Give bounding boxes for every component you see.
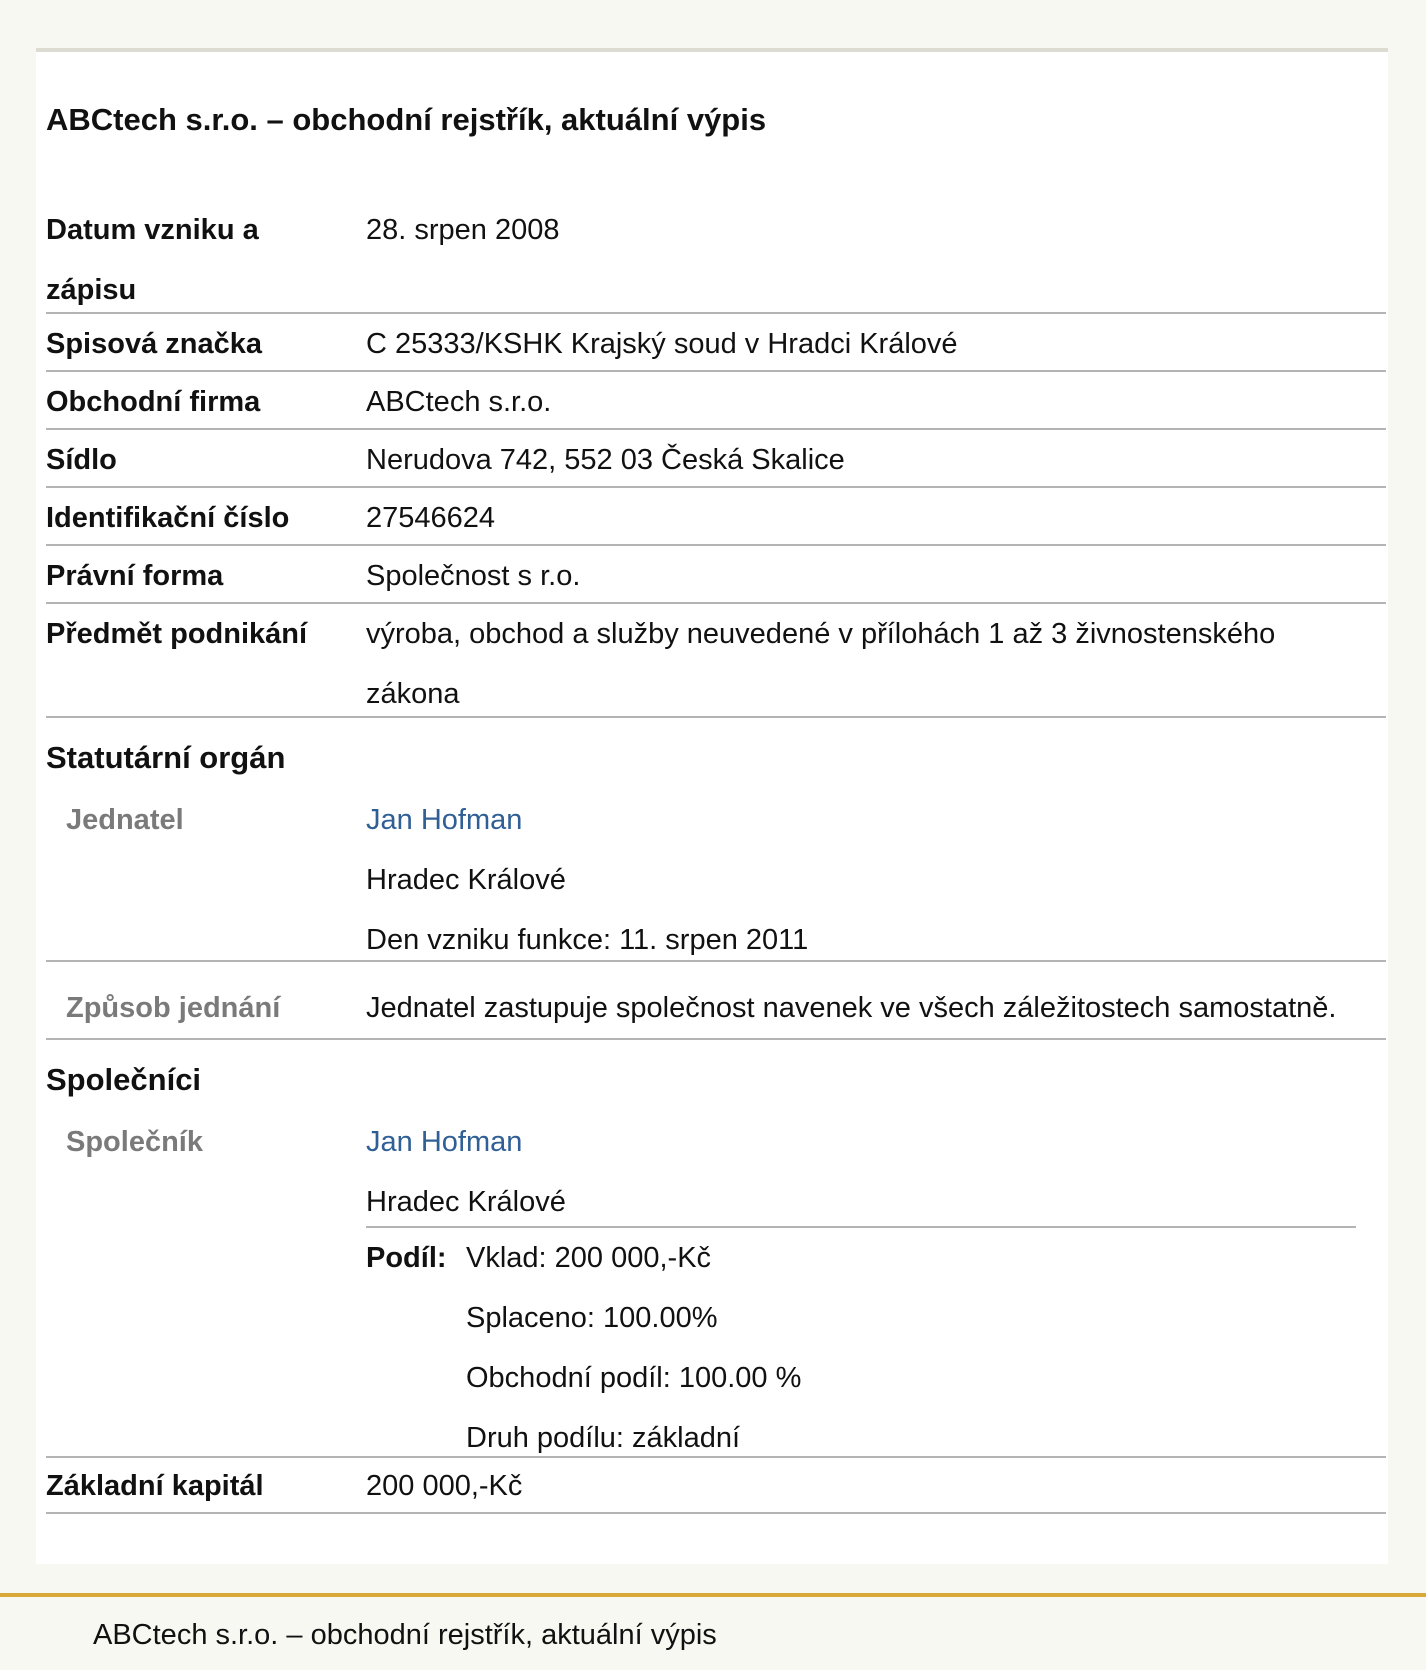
director-name-link[interactable]: Jan Hofman	[366, 804, 523, 836]
register-extract-panel	[36, 48, 1388, 1564]
row-label: Obchodní firma	[46, 386, 261, 418]
row-value: C 25333/KSHK Krajský soud v Hradci Králové	[366, 328, 958, 360]
row-registered-office	[46, 430, 1386, 488]
row-value: 200 000,-Kč	[366, 1470, 523, 1502]
row-partner	[46, 1112, 1386, 1458]
partner-details	[366, 1112, 566, 1232]
share-line: Druh podílu: základní	[466, 1422, 741, 1454]
share-line: Vklad: 200 000,-Kč	[466, 1242, 712, 1274]
row-value: 27546624	[366, 502, 496, 534]
row-label: Sídlo	[46, 444, 117, 476]
share-line: Obchodní podíl: 100.00 %	[466, 1362, 802, 1394]
row-label: Společník	[66, 1126, 203, 1158]
row-file-number	[46, 314, 1386, 372]
row-legal-form	[46, 546, 1386, 604]
row-conduct	[46, 978, 1386, 1040]
footer	[0, 1593, 1426, 1670]
director-city: Hradec Králové	[366, 864, 566, 896]
row-identification-number	[46, 488, 1386, 546]
row-business-activity	[46, 604, 1386, 718]
row-label: Předmět podnikání	[46, 618, 308, 650]
page-title: ABCtech s.r.o. – obchodní rejstřík, aktuální výpis	[46, 102, 767, 137]
share-details	[466, 1228, 801, 1468]
row-value: Nerudova 742, 552 03 Česká Skalice	[366, 444, 845, 476]
row-label: Jednatel	[66, 804, 184, 836]
director-details	[366, 790, 808, 970]
row-company-name	[46, 372, 1386, 430]
row-label: Základní kapitál	[46, 1470, 264, 1502]
row-label: Identifikační číslo	[46, 502, 290, 534]
row-label: Způsob jednání	[66, 992, 281, 1024]
share-label: Podíl:	[366, 1242, 447, 1274]
row-value: Společnost s r.o.	[366, 560, 581, 592]
row-director	[46, 790, 1386, 962]
row-value: 28. srpen 2008	[366, 214, 560, 246]
footer-text: ABCtech s.r.o. – obchodní rejstřík, aktuální výpis	[93, 1619, 717, 1651]
row-date-of-incorporation	[46, 200, 1386, 314]
partner-name-link[interactable]: Jan Hofman	[366, 1126, 523, 1158]
share-line: Splaceno: 100.00%	[466, 1302, 718, 1334]
row-value: ABCtech s.r.o.	[366, 386, 552, 418]
row-label: Právní forma	[46, 560, 224, 592]
row-label: Spisová značka	[46, 328, 262, 360]
section-heading-partners: Společníci	[46, 1062, 202, 1097]
director-since: Den vzniku funkce: 11. srpen 2011	[366, 924, 809, 956]
row-share-capital	[46, 1456, 1386, 1514]
partner-city: Hradec Králové	[366, 1186, 566, 1218]
row-value: výroba, obchod a služby neuvedené v přílohách 1 až 3 živnostenského zákona	[366, 618, 1276, 710]
section-heading-statutory: Statutární orgán	[46, 740, 286, 775]
row-value: Jednatel zastupuje společnost navenek ve všech záležitostech samostatně.	[366, 992, 1337, 1024]
row-label: Datum vzniku a zápisu	[46, 214, 259, 306]
